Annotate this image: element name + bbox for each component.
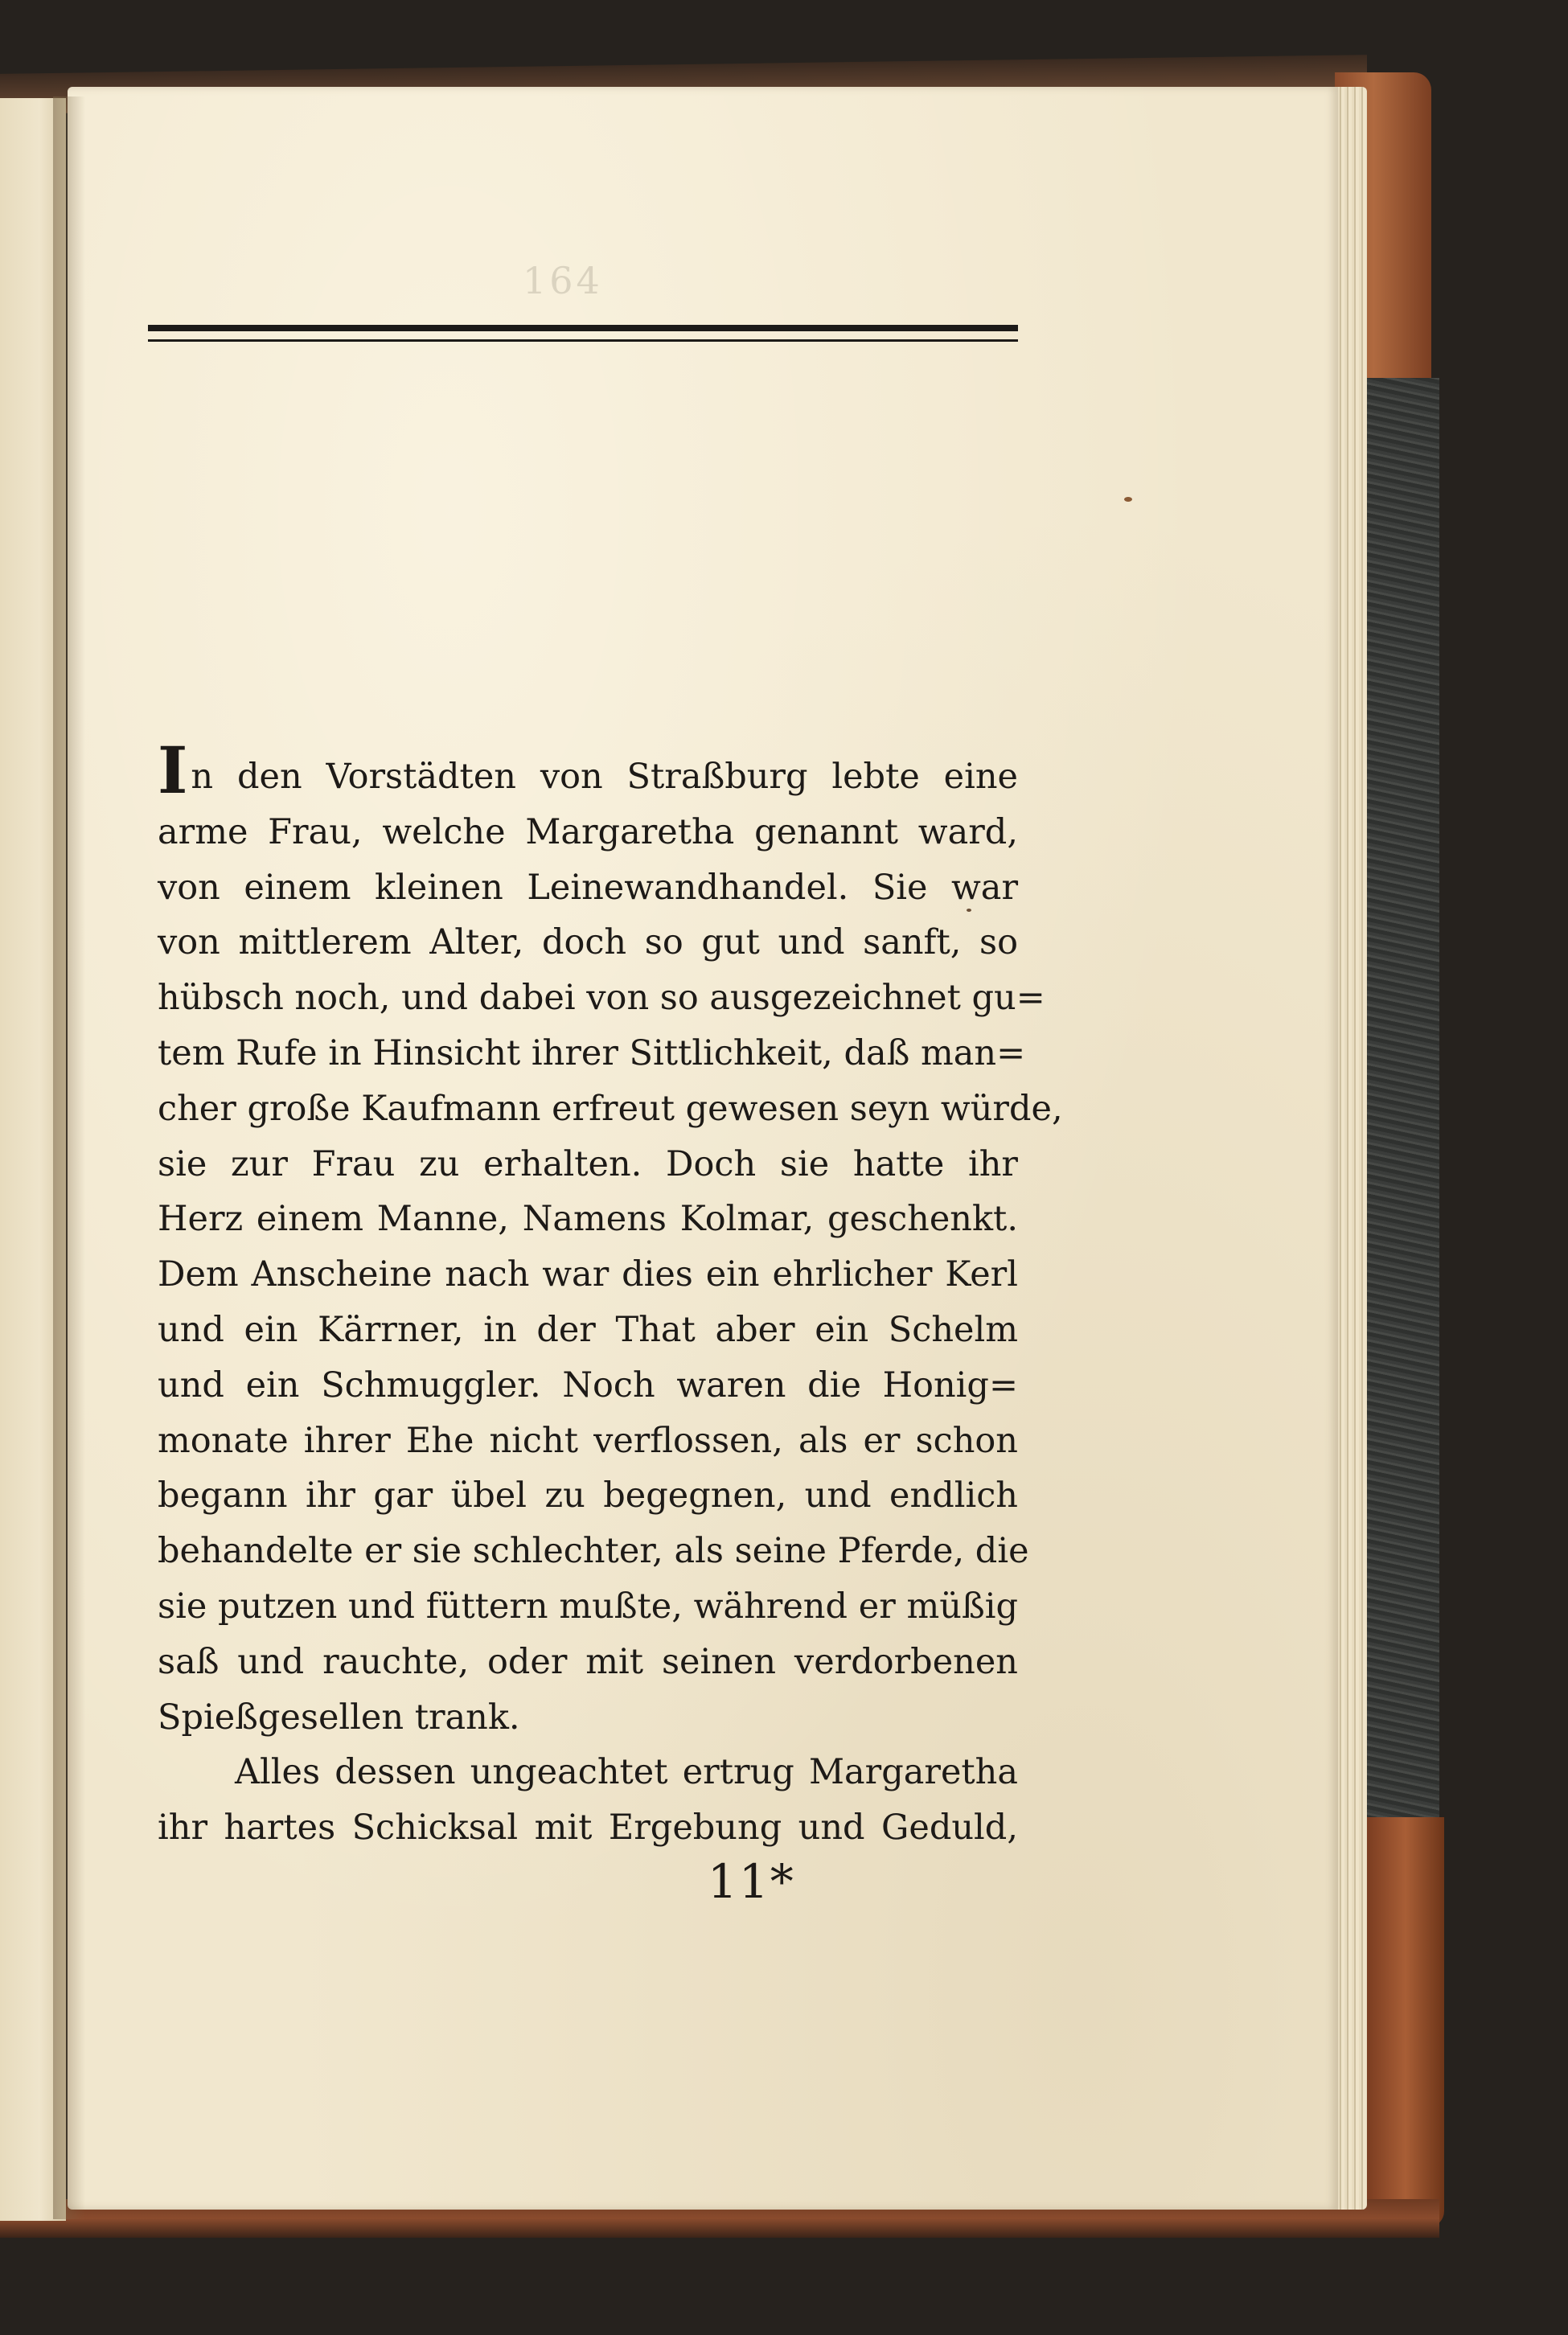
- text-line: Alles dessen ungeachtet ertrug Margaretha: [235, 1752, 1018, 1793]
- text-line: tem Rufe in Hinsicht ihrer Sittlichkeit, daß man=: [158, 1032, 1026, 1073]
- book-cover-corner-bottom: [1367, 1817, 1444, 2227]
- text-line: cher große Kaufmann erfreut gewesen seyn würde,: [158, 1088, 1063, 1129]
- text-line: hübsch noch, und dabei von so ausgezeichnet gu=: [158, 978, 1045, 1019]
- text-line: und ein Kärrner, in der That aber ein Schelm: [158, 1309, 1018, 1350]
- page-gutter-shadow: [53, 96, 85, 2219]
- page-number-header: 164: [523, 259, 603, 302]
- header-rule-thin: [148, 339, 1018, 342]
- header-rule-thick: [148, 325, 1018, 331]
- text-line: Spießgesellen trank.: [158, 1697, 520, 1738]
- text-line: sie putzen und füttern mußte, während er müßig: [158, 1586, 1018, 1627]
- text-line: arme Frau, welche Margaretha genannt ward,: [158, 811, 1018, 852]
- text-line: ihr hartes Schicksal mit Ergebung und Geduld,: [158, 1808, 1018, 1849]
- paper-speck: [967, 909, 971, 912]
- text-line: sie zur Frau zu erhalten. Doch sie hatte ihr: [158, 1143, 1018, 1184]
- signature-mark: 11*: [708, 1854, 795, 1909]
- text-line: behandelte er sie schlechter, als seine Pferde, die: [158, 1531, 1029, 1572]
- text-line: Dem Anscheine nach war dies ein ehrlicher Kerl: [158, 1254, 1018, 1295]
- paper-speck: [1124, 497, 1132, 502]
- text-line: In den Vorstädten von Straßburg lebte eine: [158, 733, 1018, 808]
- text-line: monate ihrer Ehe nicht verflossen, als er schon: [158, 1420, 1018, 1461]
- showthrough-text: [145, 362, 1029, 709]
- text-line: von mittlerem Alter, doch so gut und sanft, so: [158, 922, 1018, 963]
- book-cover-spine-board: [1359, 378, 1439, 1890]
- text-line: begann ihr gar übel zu begegnen, und endlich: [158, 1475, 1018, 1516]
- text-line: von einem kleinen Leinewandhandel. Sie war: [158, 867, 1018, 908]
- text-line: saß und rauchte, oder mit seinen verdorbenen: [158, 1641, 1018, 1682]
- text-line: und ein Schmuggler. Noch waren die Honig=: [158, 1364, 1018, 1406]
- text-line: Herz einem Manne, Namens Kolmar, geschenkt.: [158, 1199, 1018, 1240]
- body-text: [158, 733, 1063, 1856]
- drop-cap: I: [158, 733, 188, 808]
